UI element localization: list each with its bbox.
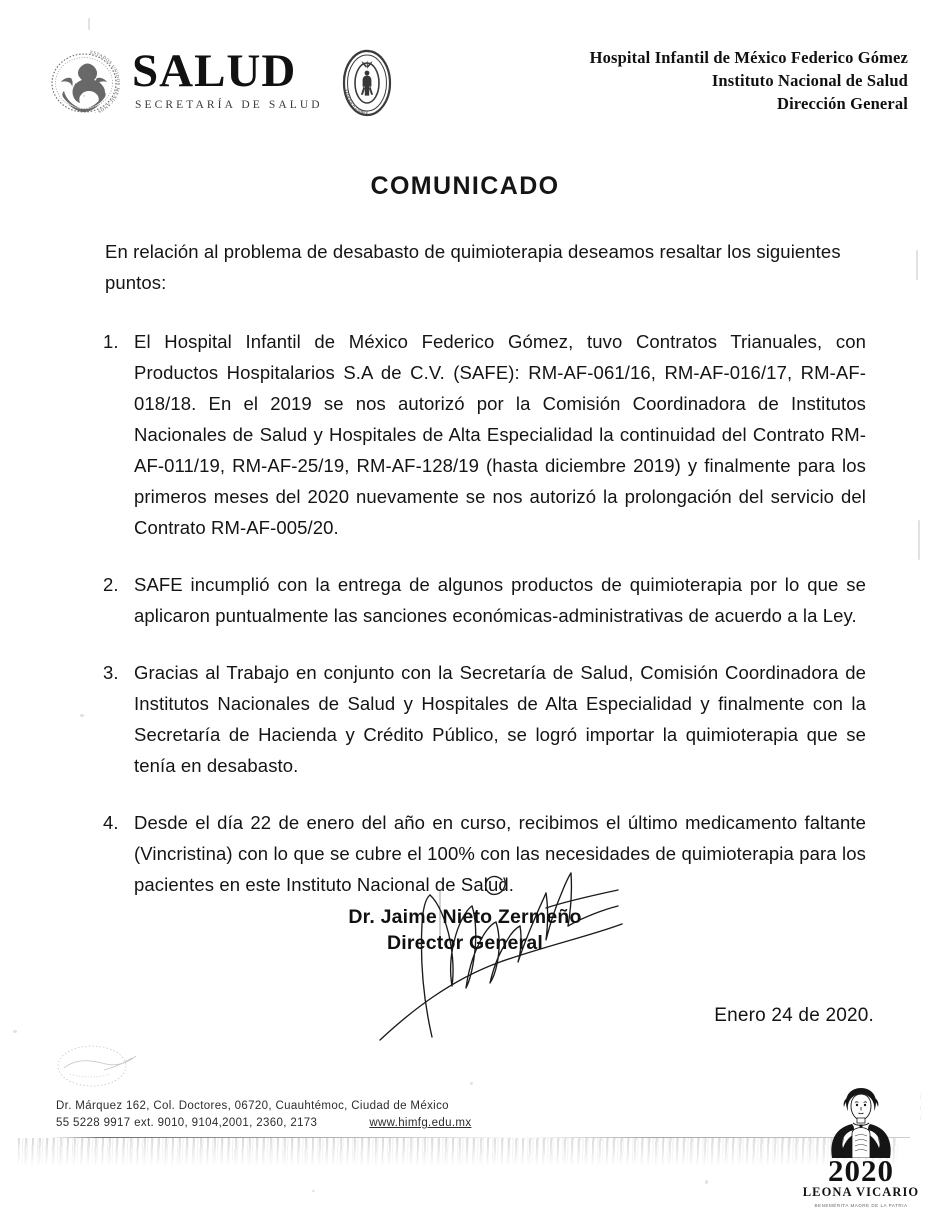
list-item	[103, 326, 866, 543]
list-item-text: Desde el día 22 de enero del año en curso, recibimos el último medicamento faltante (Vincristina) con lo que se cubre el 100% con las necesidades de quimioterapia para los pacientes en este Instituto Nacional de Salud.	[134, 812, 866, 895]
scan-speck	[916, 250, 918, 280]
footer-address: Dr. Márquez 162, Col. Doctores, 06720, Cuauhtémoc, Ciudad de México	[56, 1100, 449, 1112]
svg-text:ESTADOS UNIDOS MEXICANOS ·: ESTADOS UNIDOS MEXICANOS ·	[89, 49, 121, 116]
footer-contact	[56, 1098, 616, 1132]
signatory-name: Dr. Jaime Nieto Zermeño	[348, 906, 582, 928]
emblem-name: LEONA VICARIO	[802, 1185, 920, 1199]
scan-speck	[80, 714, 84, 717]
list-item-number: 4.	[103, 812, 119, 833]
list-item-number: 3.	[103, 662, 119, 683]
scan-artifact-band	[18, 1138, 898, 1164]
footer-phones: 55 5228 9917 ext. 9010, 9104,2001, 2360, 2173	[56, 1117, 318, 1129]
list-item-number: 1.	[103, 331, 119, 352]
scan-artifact-line	[50, 1137, 910, 1138]
emblem-subtitle: BENEMÉRITA MADRE DE LA PATRIA	[814, 1203, 908, 1208]
leona-vicario-portrait	[814, 1086, 908, 1158]
document-body	[103, 236, 866, 900]
signatory-role: Director General	[386, 932, 543, 954]
scan-artifact-stamp	[48, 1038, 158, 1094]
letterhead	[0, 0, 930, 140]
scan-speck	[312, 1190, 315, 1192]
intro-paragraph: En relación al problema de desabasto de quimioterapia deseamos resaltar los siguientes puntos:	[105, 241, 841, 293]
list-item-text: El Hospital Infantil de México Federico Gómez, tuvo Contratos Trianuales, con Productos Hospitalarios S.A de C.V. (SAFE): RM-AF-061/16, RM-AF-016/17, RM-AF-018/18. En el 2019 se nos autorizó por la Comisión Coordinadora de Institutos Nacionales de Salud y Hospitales de Alta Especialidad la continuidad del Contrato RM-AF-011/19, RM-AF-25/19, RM-AF-128/19 (hasta diciembre 2019) y finalmente para los primeros meses del 2020 nuevamente se nos autorizó la prolongación del servicio del Contrato RM-AF-005/20.	[134, 331, 866, 538]
list-item	[103, 569, 866, 631]
svg-text:HOSPITAL INFANTIL DE MEXICO: HOSPITAL INFANTIL DE MEXICO	[341, 48, 389, 79]
salud-logo-word: SALUD	[132, 45, 297, 97]
institution-header	[590, 46, 908, 115]
list-item	[103, 657, 866, 781]
mexican-coat-of-arms-seal	[42, 44, 126, 122]
scan-artifact-side-marks: · · — · ·· — · · —	[919, 1090, 924, 1121]
salud-wordmark	[132, 46, 323, 111]
page-title: COMUNICADO	[370, 172, 560, 200]
scan-speck	[470, 1082, 473, 1085]
scan-speck	[705, 1180, 708, 1184]
svg-text:FEDERICO GOMEZ: FEDERICO GOMEZ	[344, 89, 368, 116]
document-date: Enero 24 de 2020.	[714, 1005, 874, 1026]
list-item-number: 2.	[103, 574, 119, 595]
numbered-points-list	[103, 326, 866, 900]
header-line-hospital: Hospital Infantil de México Federico Gómez	[589, 48, 908, 67]
himfg-institutional-seal	[337, 45, 397, 121]
scan-speck	[918, 520, 920, 560]
list-item-text: SAFE incumplió con la entrega de algunos productos de quimioterapia por lo que se aplicaron puntualmente las sanciones económicas-administrativas de acuerdo a la Ley.	[134, 574, 866, 626]
list-item-text: Gracias al Trabajo en conjunto con la Secretaría de Salud, Comisión Coordinadora de Institutos Nacionales de Salud y Hospitales de Alta Especialidad y finalmente con la Secretaría de Hacienda y Crédito Público, se logró importar la quimioterapia que se tenía en desabasto.	[134, 662, 866, 776]
header-line-institute: Instituto Nacional de Salud	[711, 71, 908, 90]
footer-website-link[interactable]: www.himfg.edu.mx	[369, 1117, 472, 1129]
salud-logo-subtitle: SECRETARÍA DE SALUD	[135, 99, 323, 111]
emblem-year: 2020	[828, 1153, 894, 1188]
leona-vicario-emblem	[798, 1086, 924, 1208]
header-line-direction: Dirección General	[777, 94, 908, 113]
salud-logo-group	[42, 44, 397, 122]
